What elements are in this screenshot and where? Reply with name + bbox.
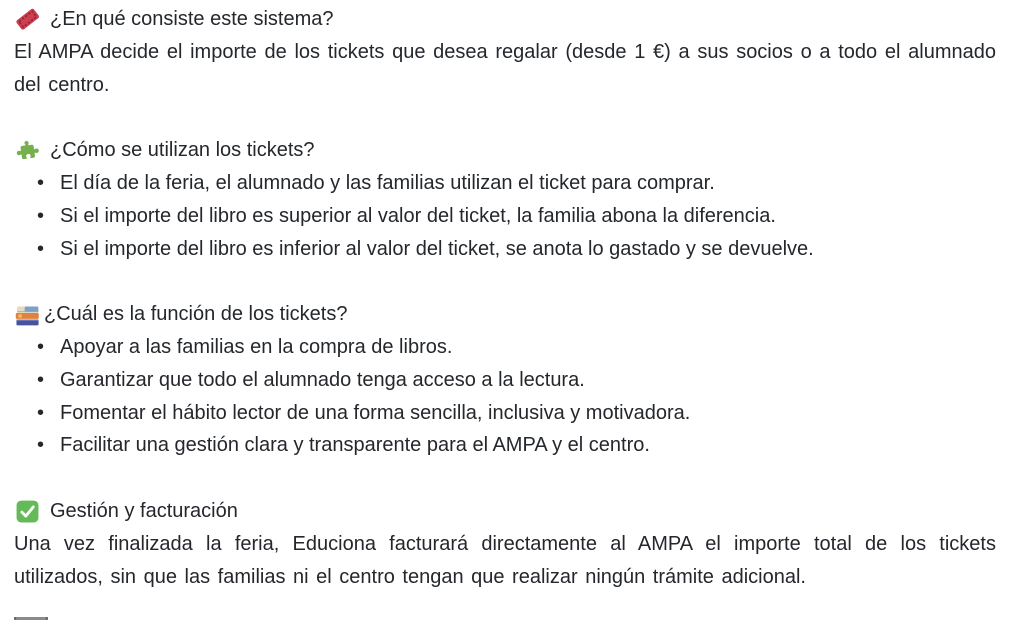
section-gestion-facturacion	[14, 495, 996, 593]
section-heading	[14, 134, 996, 167]
section-funcion-tickets	[14, 298, 996, 462]
section-paragraph: Una vez finalizada la feria, Educiona facturará directamente al AMPA el importe total de los tickets utilizados, sin que las familias ni el centro tengan que realizar ningún trámite adicional.	[14, 532, 996, 588]
heading-text: ¿Cómo se utilizan los tickets?	[50, 139, 315, 162]
bullet-item: • Si el importe del libro es superior al valor del ticket, la familia abona la diferencia.	[14, 200, 996, 233]
bullet-item: • El día de la feria, el alumnado y las familias utilizan el ticket para comprar.	[14, 167, 996, 200]
section-heading	[14, 298, 996, 331]
bullet-list	[14, 331, 996, 462]
section-paragraph: El AMPA decide el importe de los tickets que desea regalar (desde 1 €) a sus socios o a todo el alumnado del centro.	[14, 40, 996, 96]
section-heading	[14, 3, 996, 36]
section-que-es-el-sistema	[14, 3, 996, 101]
bullet-item: • Apoyar a las familias en la compra de libros.	[14, 331, 996, 364]
bullet-item: • Facilitar una gestión clara y transparente para el AMPA y el centro.	[14, 429, 996, 462]
books-icon	[14, 302, 41, 328]
bullet-item: • Garantizar que todo el alumnado tenga acceso a la lectura.	[14, 364, 996, 397]
bullet-list	[14, 167, 996, 265]
heading-text: ¿Cuál es la función de los tickets?	[44, 303, 348, 326]
puzzle-icon	[14, 138, 41, 164]
check-mark-icon	[14, 498, 41, 524]
bullet-item: • Si el importe del libro es inferior al valor del ticket, se anota lo gastado y se devuelve.	[14, 233, 996, 266]
heading-text: Gestión y facturación	[50, 499, 238, 522]
heading-text: ¿En qué consiste este sistema?	[50, 8, 334, 30]
section-heading	[14, 495, 996, 528]
section-como-se-utilizan	[14, 134, 996, 265]
bullet-item: • Fomentar el hábito lector de una forma sencilla, inclusiva y motivadora.	[14, 397, 996, 430]
ticket-icon	[14, 6, 41, 32]
cutoff-element-fragment	[14, 617, 48, 620]
